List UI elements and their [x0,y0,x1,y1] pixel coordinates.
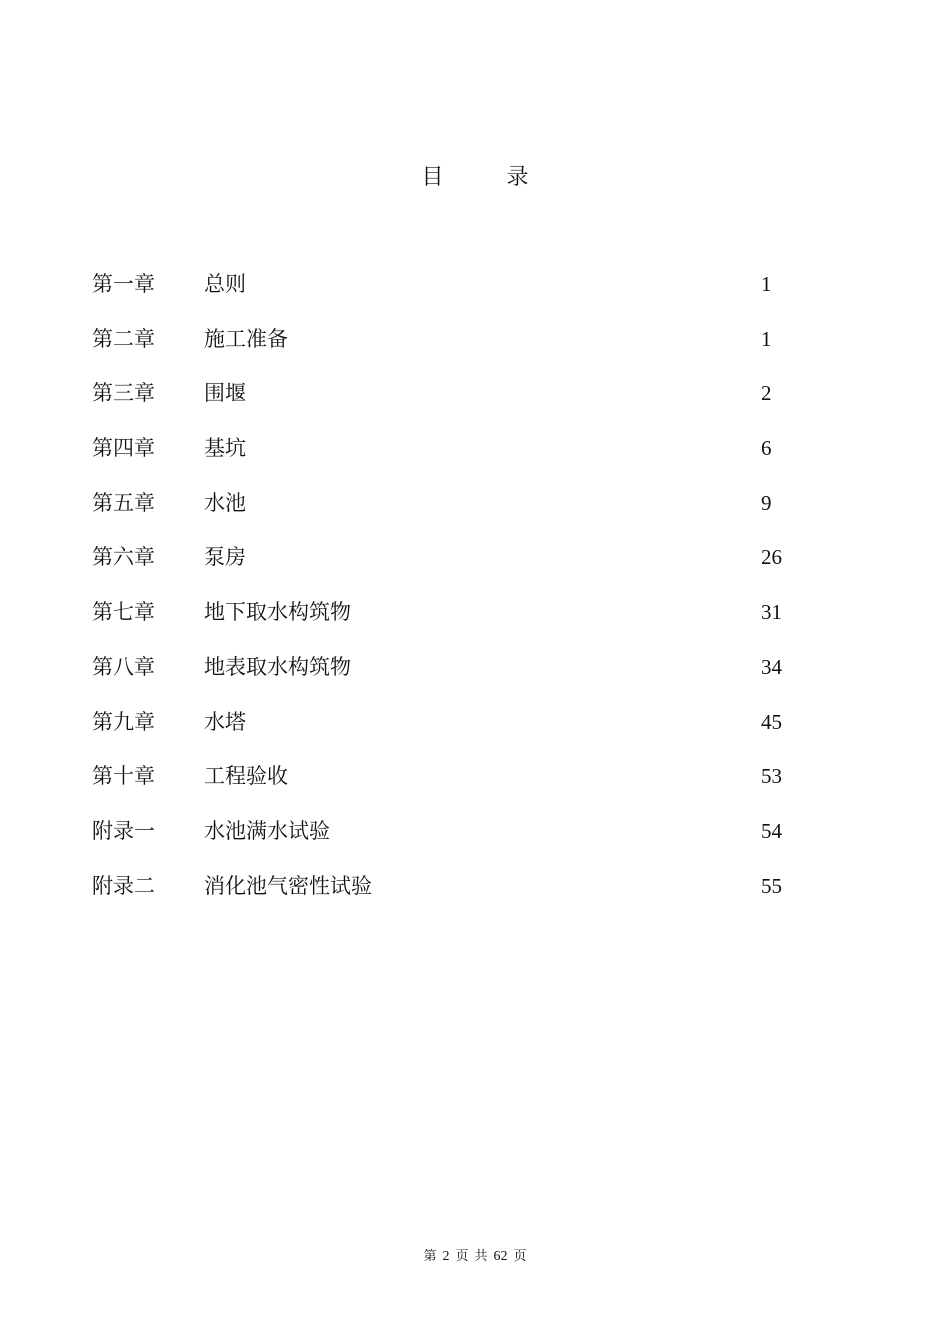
toc-appendix-label: 附录二 [92,873,155,898]
toc-entry-title: 水池满水试验 [204,818,330,843]
toc-entry-title: 围堰 [204,381,246,406]
footer-suffix: 页 [513,1249,527,1264]
toc-chapter-label: 第七章 [92,600,155,625]
toc-entry-title: 工程验收 [204,764,288,789]
footer-page-word: 页 [455,1249,469,1264]
footer-prefix: 第 [423,1249,437,1264]
toc-chapter-label: 第十章 [92,764,155,789]
page-title: 目 录 [421,165,557,190]
toc-page-number: 1 [761,272,772,296]
toc-entry-title: 总则 [204,272,246,296]
toc-entry[interactable] [92,377,812,432]
footer-current-page: 2 [442,1249,450,1264]
toc-page-number: 55 [761,873,782,898]
toc-page-number: 34 [761,654,782,679]
toc-entry[interactable] [92,596,812,651]
toc-entry[interactable] [92,323,812,378]
toc-entry-title: 水塔 [204,709,246,734]
toc-chapter-label: 第八章 [92,654,155,679]
footer-total-pages: 62 [493,1249,508,1264]
toc-entry[interactable] [92,432,812,487]
toc-chapter-label: 第一章 [92,272,155,296]
toc-chapter-label: 第六章 [92,545,155,570]
toc-entry[interactable] [92,541,812,596]
toc-page-number: 1 [761,326,772,351]
toc-page-number: 53 [761,764,782,789]
toc-entry[interactable] [92,815,812,870]
toc-page-number: 45 [761,709,782,734]
toc-chapter-label: 第九章 [92,709,155,734]
toc-page-number: 6 [761,436,772,461]
toc-page-number: 9 [761,490,772,515]
toc-entry-title: 泵房 [204,545,246,570]
toc-page-number: 31 [761,600,782,625]
toc-entry[interactable] [92,487,812,542]
toc-appendix-label: 附录一 [92,818,155,843]
table-of-contents [92,268,812,924]
toc-page-number: 2 [761,381,772,406]
toc-entry-title: 消化池气密性试验 [204,873,372,898]
footer-total-word: 共 [474,1249,488,1264]
toc-chapter-label: 第五章 [92,490,155,515]
page-footer [0,1247,950,1267]
toc-chapter-label: 第三章 [92,381,155,406]
toc-chapter-label: 第四章 [92,436,155,461]
toc-chapter-label: 第二章 [92,326,155,351]
toc-entry-title: 施工准备 [204,326,288,351]
toc-entry[interactable] [92,268,812,323]
toc-entry-title: 基坑 [204,436,246,461]
toc-page-number: 54 [761,818,782,843]
toc-entry[interactable] [92,760,812,815]
toc-entry-title: 地表取水构筑物 [204,654,351,679]
toc-entry-title: 水池 [204,490,246,515]
toc-entry[interactable] [92,870,812,925]
toc-entry[interactable] [92,706,812,761]
toc-entry-title: 地下取水构筑物 [204,600,351,625]
toc-page-number: 26 [761,545,782,570]
toc-entry[interactable] [92,651,812,706]
